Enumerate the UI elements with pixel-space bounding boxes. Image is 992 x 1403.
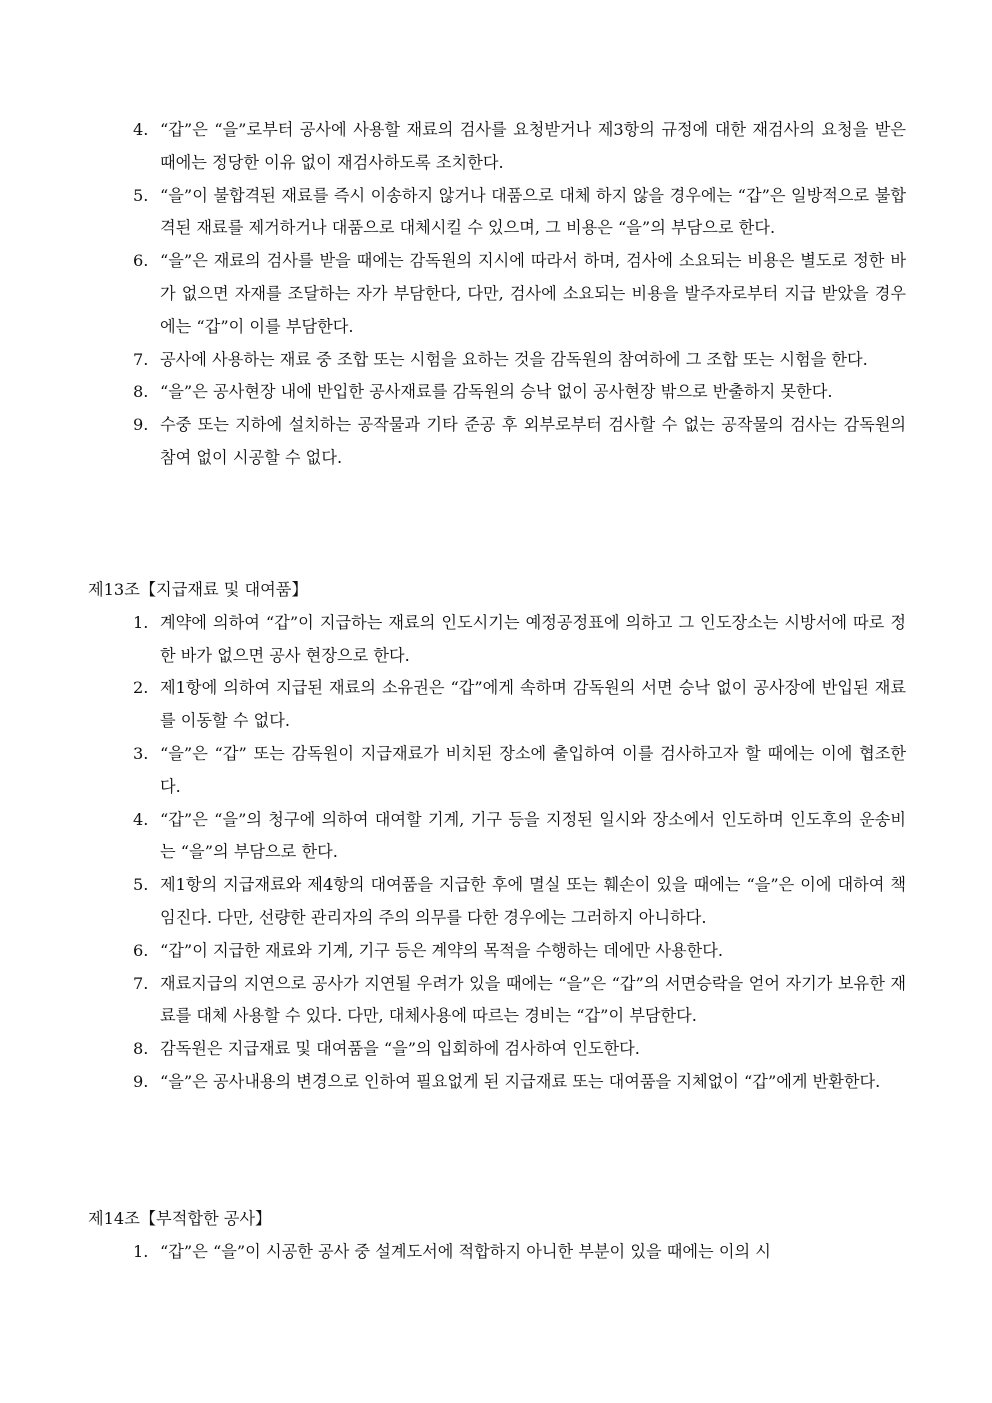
item-text: “을”은 “갑” 또는 감독원이 지급재료가 비치된 장소에 출입하여 이를 검사하고자 할 때에는 이에 협조한다. <box>160 743 906 796</box>
list-item: 1. 계약에 의하여 “갑”이 지급하는 재료의 인도시기는 예정공정표에 의하고 그 인도장소는 시방서에 따로 정한 바가 없으면 공사 현장으로 한다. <box>133 612 906 665</box>
list-item: 5. “을”이 불합격된 재료를 즉시 이송하지 않거나 대품으로 대체 하지 않을 경우에는 “갑”은 일방적으로 불합격된 재료를 제거하거나 대품으로 대체시킬 수 있으며, 그 비용은 “을”의 부담으로 한다. <box>133 185 906 238</box>
list-item: 7. 공사에 사용하는 재료 중 조합 또는 시험을 요하는 것을 감독원의 참여하에 그 조합 또는 시험을 한다. <box>133 349 868 369</box>
list-item: 2. 제1항에 의하여 지급된 재료의 소유권은 “갑”에게 속하며 감독원의 서면 승낙 없이 공사장에 반입된 재료를 이동할 수 없다. <box>133 678 906 731</box>
list-item: 1. “갑”은 “을”이 시공한 공사 중 설계도서에 적합하지 아니한 부분이 있을 때에는 이의 시 <box>133 1241 771 1261</box>
item-text: “을”은 재료의 검사를 받을 때에는 감독원의 지시에 따라서 하며, 검사에 소요되는 비용은 별도로 정한 바가 없으면 자재를 조달하는 자가 부담한다, 다만, 검사에 소요되는 비용을 발주자로부터 지급 받았을 경우에는 “갑”이 이를 부담한다. <box>160 251 906 336</box>
list-item: 6. “갑”이 지급한 재료와 기계, 기구 등은 계약의 목적을 수행하는 데에만 사용한다. <box>133 940 724 960</box>
item-text: 제1항에 의하여 지급된 재료의 소유권은 “갑”에게 속하며 감독원의 서면 승낙 없이 공사장에 반입된 재료를 이동할 수 없다. <box>160 678 906 731</box>
list-item: 4. “갑”은 “을”로부터 공사에 사용할 재료의 검사를 요청받거나 제3항의 규정에 대한 재검사의 요청을 받은 때에는 정당한 이유 없이 재검사하도록 조치한다. <box>133 120 906 172</box>
list-item: 3. “을”은 “갑” 또는 감독원이 지급재료가 비치된 장소에 출입하여 이를 검사하고자 할 때에는 이에 협조한다. <box>133 743 906 796</box>
list-item: 6. “을”은 재료의 검사를 받을 때에는 감독원의 지시에 따라서 하며, 검사에 소요되는 비용은 별도로 정한 바가 없으면 자재를 조달하는 자가 부담한다, 다만, 검사에 소요되는 비용을 발주자로부터 지급 받았을 경우에는 “갑”이 이를 부담한다. <box>133 251 906 336</box>
item-text: 감독원은 지급재료 및 대여품을 “을”의 입회하에 검사하여 인도한다. <box>160 1039 640 1059</box>
list-item: 5. 제1항의 지급재료와 제4항의 대여품을 지급한 후에 멸실 또는 훼손이 있을 때에는 “을”은 이에 대하여 책임진다. 다만, 선량한 관리자의 주의 의무를 다한 경우에는 그러하지 아니하다. <box>133 875 906 927</box>
list-item: 4. “갑”은 “을”의 청구에 의하여 대여할 기계, 기구 등을 지정된 일시와 장소에서 인도하며 인도후의 운송비는 “을”의 부담으로 한다. <box>133 809 906 862</box>
item-text: 수중 또는 지하에 설치하는 공작물과 기타 준공 후 외부로부터 검사할 수 없는 공작물의 검사는 감독원의 참여 없이 시공할 수 없다. <box>160 415 906 467</box>
item-text: “갑”은 “을”로부터 공사에 사용할 재료의 검사를 요청받거나 제3항의 규정에 대한 재검사의 요청을 받은 때에는 정당한 이유 없이 재검사하도록 조치한다. <box>160 120 906 172</box>
section12-list <box>0 114 992 475</box>
list-item: 8. “을”은 공사현장 내에 반입한 공사재료를 감독원의 승낙 없이 공사현장 밖으로 반출하지 못한다. <box>133 382 833 402</box>
item-text: “을”은 공사내용의 변경으로 인하여 필요없게 된 지급재료 또는 대여품을 지체없이 “갑”에게 반환한다. <box>160 1071 881 1091</box>
item-text: “을”이 불합격된 재료를 즉시 이송하지 않거나 대품으로 대체 하지 않을 경우에는 “갑”은 일방적으로 불합격된 재료를 제거하거나 대품으로 대체시킬 수 있으며, 그 비용은 “을”의 부담으로 한다. <box>160 185 906 238</box>
item-text: “갑”이 지급한 재료와 기계, 기구 등은 계약의 목적을 수행하는 데에만 사용한다. <box>160 940 724 960</box>
section-heading: 제14조【부적합한 공사】 <box>88 1209 272 1228</box>
item-text: “갑”은 “을”의 청구에 의하여 대여할 기계, 기구 등을 지정된 일시와 장소에서 인도하며 인도후의 운송비는 “을”의 부담으로 한다. <box>160 809 906 862</box>
list-item: 9. “을”은 공사내용의 변경으로 인하여 필요없게 된 지급재료 또는 대여품을 지체없이 “갑”에게 반환한다. <box>133 1071 881 1091</box>
section14 <box>0 1203 992 1269</box>
list-item: 8. 감독원은 지급재료 및 대여품을 “을”의 입회하에 검사하여 인도한다. <box>133 1039 640 1059</box>
item-text: 제1항의 지급재료와 제4항의 대여품을 지급한 후에 멸실 또는 훼손이 있을 때에는 “을”은 이에 대하여 책임진다. 다만, 선량한 관리자의 주의 의무를 다한 경우에는 그러하지 아니하다. <box>160 875 906 927</box>
section-heading: 제13조【지급재료 및 대여품】 <box>88 580 308 599</box>
item-text: “을”은 공사현장 내에 반입한 공사재료를 감독원의 승낙 없이 공사현장 밖으로 반출하지 못한다. <box>160 382 833 402</box>
list-item: 7. 재료지급의 지연으로 공사가 지연될 우려가 있을 때에는 “을”은 “갑”의 서면승락을 얻어 자기가 보유한 재료를 대체 사용할 수 있다. 다만, 대체사용에 따르는 경비는 “갑”이 부담한다. <box>133 973 906 1026</box>
item-text: 공사에 사용하는 재료 중 조합 또는 시험을 요하는 것을 감독원의 참여하에 그 조합 또는 시험을 한다. <box>160 349 868 369</box>
item-text: 계약에 의하여 “갑”이 지급하는 재료의 인도시기는 예정공정표에 의하고 그 인도장소는 시방서에 따로 정한 바가 없으면 공사 현장으로 한다. <box>160 612 906 665</box>
section13 <box>0 574 992 1099</box>
list-item: 9. 수중 또는 지하에 설치하는 공작물과 기타 준공 후 외부로부터 검사할 수 없는 공작물의 검사는 감독원의 참여 없이 시공할 수 없다. <box>133 415 906 467</box>
item-text: “갑”은 “을”이 시공한 공사 중 설계도서에 적합하지 아니한 부분이 있을 때에는 이의 시 <box>160 1241 771 1261</box>
item-text: 재료지급의 지연으로 공사가 지연될 우려가 있을 때에는 “을”은 “갑”의 서면승락을 얻어 자기가 보유한 재료를 대체 사용할 수 있다. 다만, 대체사용에 따르는 경비는 “갑”이 부담한다. <box>160 973 906 1026</box>
